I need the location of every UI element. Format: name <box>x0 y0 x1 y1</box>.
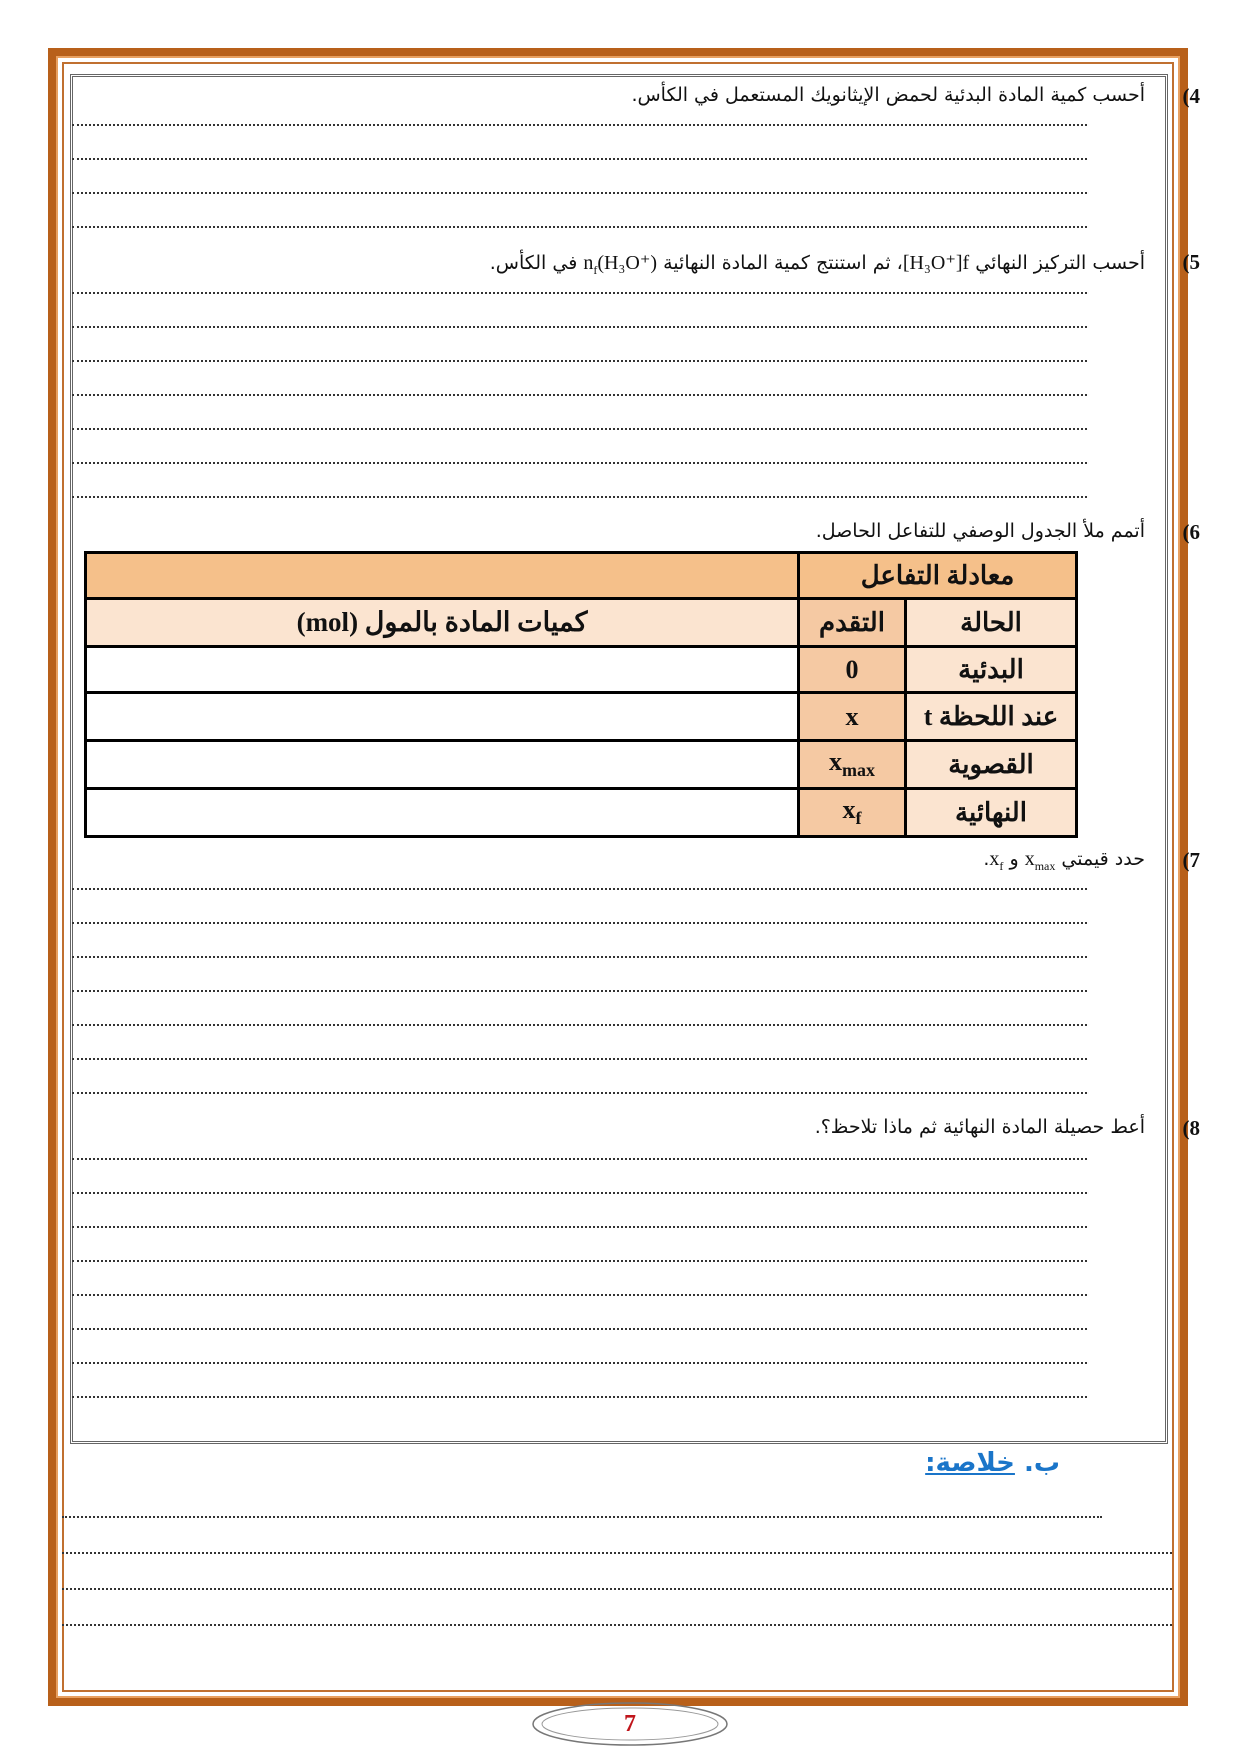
answer-line[interactable] <box>72 1092 1087 1094</box>
amounts-cell-maximal[interactable] <box>86 741 799 789</box>
xmax-symbol: $x_{max}$ <box>1024 848 1056 873</box>
advance-final <box>799 789 906 837</box>
advance-final-subscript: f <box>855 808 862 829</box>
answer-line[interactable] <box>72 1294 1087 1296</box>
answer-line[interactable] <box>72 888 1087 890</box>
state-header: الحالة <box>906 599 1077 647</box>
answer-line[interactable] <box>72 292 1087 294</box>
answer-line[interactable] <box>72 326 1087 328</box>
question-5-text <box>490 250 1145 278</box>
answer-line[interactable] <box>72 158 1087 160</box>
answer-line[interactable] <box>72 1158 1087 1160</box>
summary-heading <box>925 1448 1060 1478</box>
reaction-equation-header: معادلة التفاعل <box>799 553 1077 599</box>
summary-title: خلاصة: <box>925 1448 1015 1478</box>
summary-line[interactable] <box>62 1552 1172 1554</box>
question-7-part-a: حدد قيمتي <box>1055 848 1145 870</box>
answer-line[interactable] <box>72 360 1087 362</box>
page-number: 7 <box>624 1711 636 1737</box>
progress-table <box>84 551 1078 838</box>
answer-line[interactable] <box>72 1226 1087 1228</box>
advance-header: التقدم <box>799 599 906 647</box>
answer-line[interactable] <box>72 496 1087 498</box>
summary-prefix: ب. <box>1014 1448 1060 1478</box>
state-at-t: عند اللحظة t <box>906 693 1077 741</box>
question-5-part-a: أحسب التركيز النهائي <box>969 252 1145 274</box>
advance-final-symbol: x <box>842 795 856 825</box>
h3o-concentration-formula: [H₃O⁺]f <box>902 252 970 274</box>
question-4-text: أحسب كمية المادة البدئية لحمض الإيثانويك المستعمل في الكأس. <box>631 84 1145 106</box>
question-7-part-c: . <box>983 848 990 870</box>
question-6-number: (6 <box>1182 520 1200 544</box>
answer-line[interactable] <box>72 1192 1087 1194</box>
question-5-part-b: ، ثم استنتج كمية المادة النهائية <box>657 252 903 274</box>
state-maximal: القصوية <box>906 741 1077 789</box>
advance-initial: 0 <box>799 647 906 693</box>
summary-line[interactable] <box>62 1624 1172 1626</box>
amounts-cell-initial[interactable] <box>86 647 799 693</box>
answer-line[interactable] <box>72 922 1087 924</box>
amounts-header: كميات المادة بالمول (mol) <box>86 599 799 647</box>
advance-maximal-symbol: x <box>829 747 842 777</box>
question-8-number: (8 <box>1182 1116 1200 1140</box>
question-5-number: (5 <box>1182 250 1200 274</box>
question-7-number: (7 <box>1182 848 1200 872</box>
answer-line[interactable] <box>72 1362 1087 1364</box>
advance-maximal <box>799 741 906 789</box>
answer-line[interactable] <box>72 1260 1087 1262</box>
answer-line[interactable] <box>72 1024 1087 1026</box>
answer-line[interactable] <box>72 462 1087 464</box>
answer-line[interactable] <box>72 394 1087 396</box>
question-7-part-b: و <box>1003 848 1025 870</box>
answer-line[interactable] <box>72 1058 1087 1060</box>
question-7-text <box>983 848 1145 874</box>
answer-line[interactable] <box>72 1328 1087 1330</box>
reaction-equation-cell[interactable] <box>86 553 799 599</box>
final-amount-formula: $n_f(H_3O^+)$ <box>583 252 658 277</box>
answer-line[interactable] <box>72 1396 1087 1398</box>
answer-line[interactable] <box>72 124 1087 126</box>
advance-maximal-subscript: max <box>842 760 875 781</box>
state-final: النهائية <box>906 789 1077 837</box>
summary-line[interactable] <box>62 1516 1102 1518</box>
state-initial: البدئية <box>906 647 1077 693</box>
summary-line[interactable] <box>62 1588 1172 1590</box>
amounts-cell-final[interactable] <box>86 789 799 837</box>
answer-line[interactable] <box>72 990 1087 992</box>
answer-line[interactable] <box>72 226 1087 228</box>
answer-line[interactable] <box>72 956 1087 958</box>
amounts-cell-at-t[interactable] <box>86 693 799 741</box>
xf-symbol: $x_f$ <box>989 848 1004 873</box>
answer-line[interactable] <box>72 428 1087 430</box>
question-6-text: أتمم ملأ الجدول الوصفي للتفاعل الحاصل. <box>815 520 1145 542</box>
answer-line[interactable] <box>72 192 1087 194</box>
question-4-number: (4 <box>1182 84 1200 108</box>
question-5-part-c: في الكأس. <box>489 252 584 274</box>
advance-at-t: x <box>799 693 906 741</box>
page-number-badge <box>530 1700 730 1748</box>
question-8-text: أعط حصيلة المادة النهائية ثم ماذا تلاحظ؟. <box>814 1116 1145 1138</box>
